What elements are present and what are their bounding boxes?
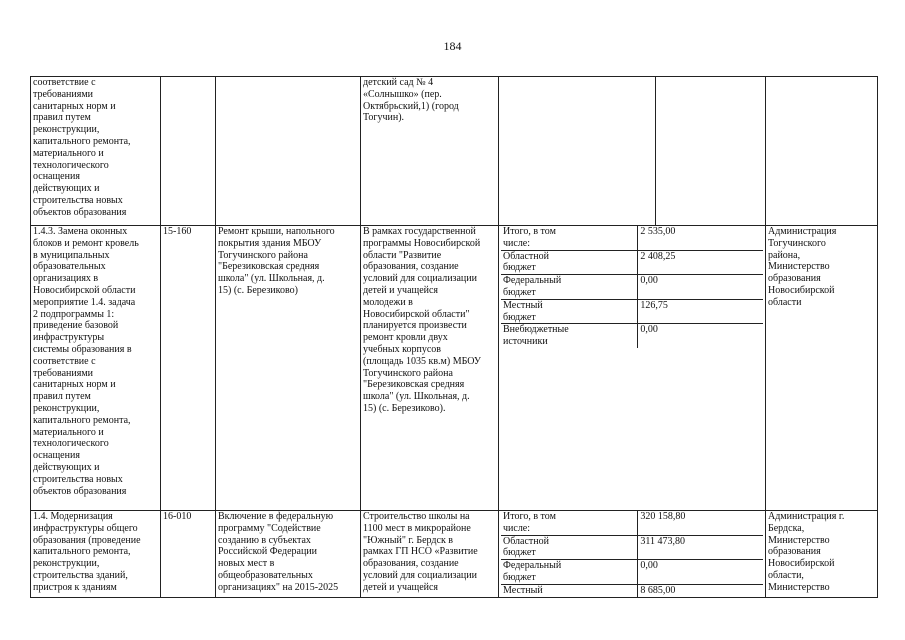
executor-cell: Администрация г. Бердска, Министерство образования Новосибирской области, Министерство [766,511,878,598]
result-cell: детский сад № 4 «Солнышко» (пер. Октябрьский,1) (город Тогучин). [361,77,499,226]
finance-source: Федеральный бюджет [501,560,638,585]
finance-row [501,324,763,348]
finance-row [501,535,763,560]
finance-source: Итого, в том числе: [501,226,638,250]
finance-value: 8 685,00 [640,584,676,596]
finance-value: 0,00 [638,560,763,585]
content-cell [216,77,361,226]
code-cell: 16-010 [161,511,216,598]
result-cell: В рамках государственной программы Новосибирской области "Развитие образования, создание условий для социализации детей и учащейся молодежи в Новосибирской области" планируется произвести ремонт кровли двух учебных корпусов (площадь 1035 кв.м) МБОУ Тогучинского района "Березиковская средняя школа" (ул. Школьная, д. 15) (с. Березиково). [361,226,499,511]
finance-value: 0,00 [640,324,658,336]
finance-table [501,511,763,597]
finance-row [501,584,763,596]
finance-source: Внебюджетные источники [501,324,638,348]
finance-source-cell [499,77,656,226]
finance-value: 320 158,80 [638,511,763,535]
finance-row [501,511,763,535]
finance-value: 126,75 [638,299,763,324]
finance-source: Областной бюджет [501,535,638,560]
finance-cell [499,511,766,598]
finance-source: Местный бюджет [501,299,638,324]
code-cell [161,77,216,226]
table-row [31,511,878,598]
content-cell: Ремонт крыши, напольного покрытия здания МБОУ Тогучинского района "Березиковская средняя школа" (ул. Школьная, д. 15) (с. Березиково) [216,226,361,511]
finance-row [501,560,763,585]
result-cell: Строительство школы на 1100 мест в микрорайоне "Южный" г. Бердск в рамках ГП НСО «Развитие образования, создание условий для социализации детей и учащейся [361,511,499,598]
table-row [31,226,878,511]
measure-name-cell: 1.4.3. Замена оконных блоков и ремонт кровель в муниципальных образовательных организациях в Новосибирской области мероприятие 1.4. задача 2 подпрограммы 1: приведение базовой инфраструктуры системы образования в соответствие с требованиями санитарных норм и правил путем реконструкции, капитального ремонта, материального и технологического оснащения действующих и строительства новых объектов образования [31,226,161,511]
finance-value: 2 408,25 [638,250,763,275]
finance-source: Федеральный бюджет [501,275,638,300]
code-cell: 15-160 [161,226,216,511]
finance-cell [499,226,766,511]
finance-value: 2 535,00 [638,226,763,250]
finance-row [501,299,763,324]
finance-row [501,250,763,275]
finance-value: 311 473,80 [638,535,763,560]
executor-cell: Администрация Тогучинского района, Министерство образования Новосибирской области [766,226,878,511]
finance-row [501,226,763,250]
empty-cell [766,77,878,226]
finance-value: 0,00 [638,275,763,300]
page-number: 184 [443,39,462,53]
table-row [31,77,878,226]
finance-source: Итого, в том числе: [501,511,638,535]
finance-source: Областной бюджет [501,250,638,275]
measure-name-cell: соответствие с требованиями санитарных норм и правил путем реконструкции, капитального ремонта, материального и технологического оснащения действующих и строительства новых объектов образования [31,77,161,226]
program-table [30,76,878,598]
executor-cell [656,77,766,226]
content-cell: Включение в федеральную программу "Содействие созданию в субъектах Российской Федерации новых мест в общеобразовательных организациях" на 2015-2025 [216,511,361,598]
finance-row [501,275,763,300]
finance-table [501,226,763,348]
measure-name-cell: 1.4. Модернизация инфраструктуры общего образования (проведение капитального ремонта, реконструкции, строительства зданий, пристроя к зданиям [31,511,161,598]
finance-source: Местный [501,584,638,596]
